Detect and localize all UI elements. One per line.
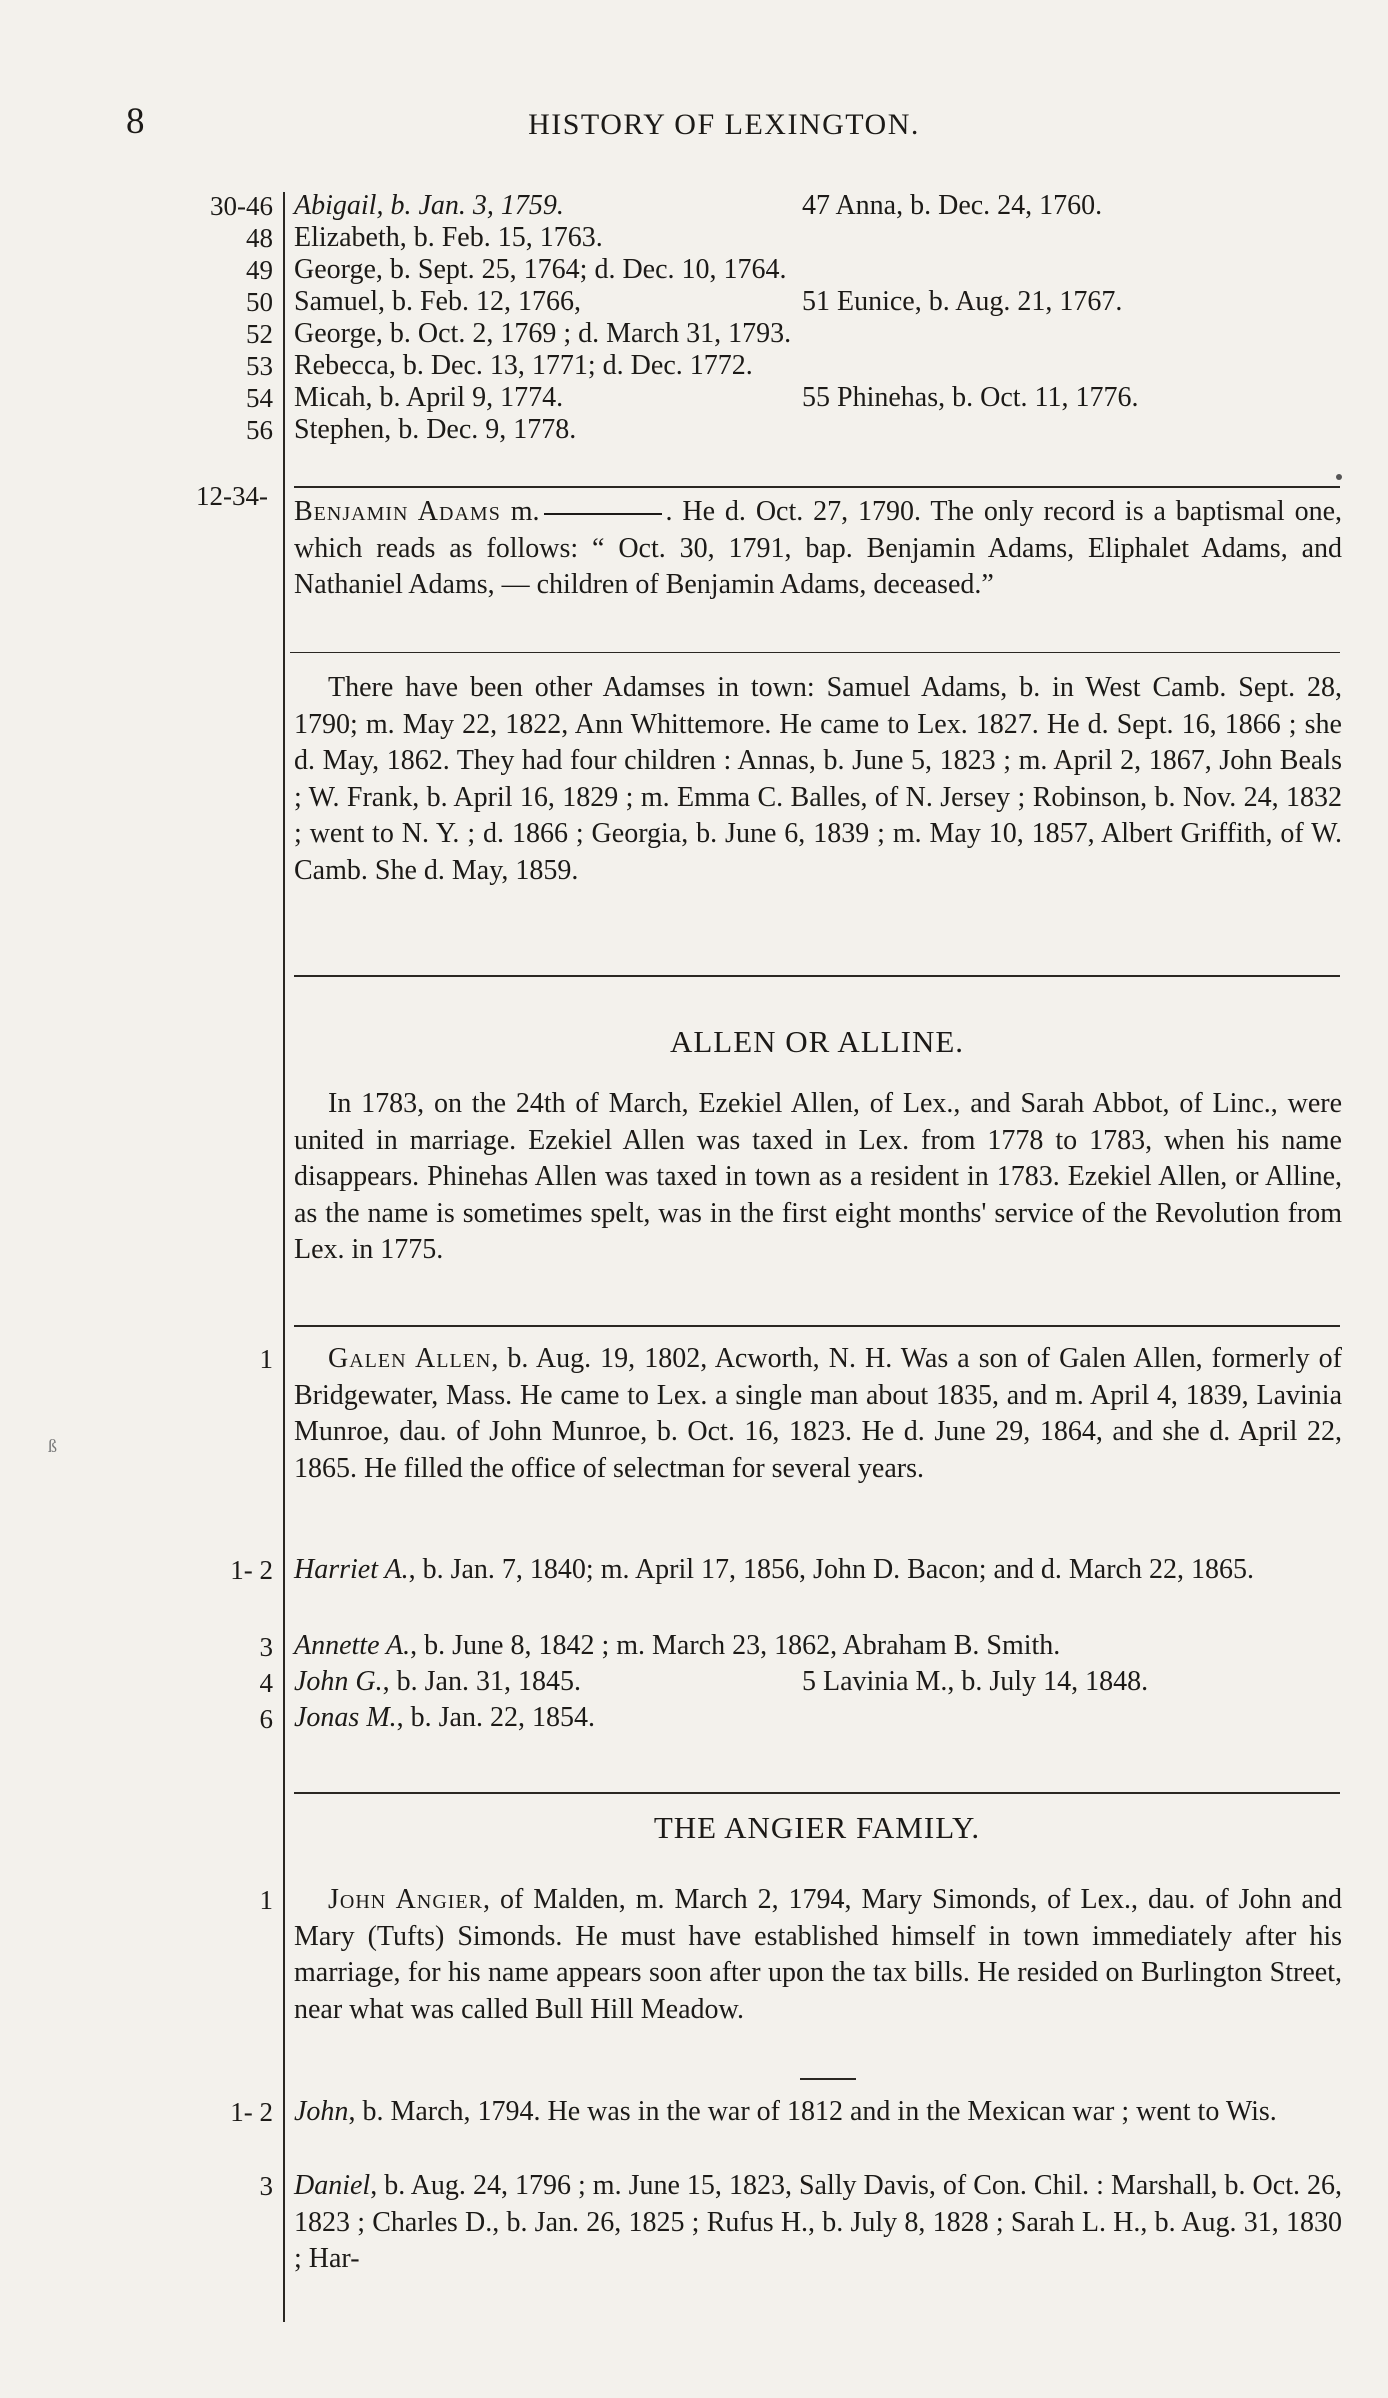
section-rule (294, 975, 1340, 977)
child-name: Harriet A. (294, 1554, 409, 1585)
other-adamses-paragraph: There have been other Adamses in town: Samuel Adams, b. in West Camb. Sept. 28, 1790; m. May 22, 1822, Ann Whittemore. He came to Lex. 1827. He d. Sept. 16, 1866 ; she d. May, 1862. They had four children : Annas, b. June 5, 1823 ; m. April 2, 1867, John Beals ; W. Frank, b. April 16, 1829 ; m. Emma C. Balles, of N. Jersey ; Robinson, b. Nov. 24, 1832 ; went to N. Y. ; d. 1866 ; Georgia, b. June 6, 1839 ; m. May 10, 1857, Albert Griffith, of W. Camb. She d. May, 1859. (294, 672, 1342, 886)
person-name: Galen Allen (328, 1343, 492, 1374)
entry-number: 48 (246, 223, 273, 253)
entry-number: 1 (259, 1885, 273, 1915)
short-rule (800, 2078, 856, 2080)
entry-number: 1- 2 (230, 2097, 273, 2127)
running-title: HISTORY OF LEXINGTON. (528, 108, 920, 141)
entry-number: 6 (259, 1704, 273, 1734)
entry-number: 50 (246, 287, 273, 317)
child-entry-text: 47 Anna, b. Dec. 24, 1760. (802, 190, 1103, 221)
john-angier-entry (294, 1882, 1342, 2028)
child-entry-second: 5 Lavinia M., b. July 14, 1848. (802, 1666, 1149, 1697)
child-name: John (294, 2096, 349, 2127)
person-name: Benjamin Adams (294, 496, 501, 527)
person-name: John Angier (328, 1884, 483, 1915)
allen-intro-paragraph: In 1783, on the 24th of March, Ezekiel Allen, of Lex., and Sarah Abbot, of Linc., were united in marriage. Ezekiel Allen was taxed in Lex. from 1778 to 1783, when his name disappears. Phinehas Allen was taxed in town as a resident in 1783. Ezekiel Allen, or Alline, as the name is sometimes spelt, was in the first eight months' service of the Revolution from Lex. in 1775. (294, 1088, 1342, 1265)
child-entry (294, 190, 564, 222)
benjamin-adams-entry (294, 494, 1342, 604)
child-name: Jonas M. (294, 1702, 397, 1733)
entry-text: m. (510, 496, 540, 527)
galen-allen-entry (294, 1341, 1342, 1487)
entry-number: 4 (259, 1668, 273, 1698)
entry-text: , b. Jan. 31, 1845. (382, 1666, 581, 1697)
blank-dash (544, 513, 662, 515)
entry-number: 54 (246, 383, 273, 413)
child-name: Daniel (294, 2170, 371, 2201)
entry-text: , b. March, 1794. He was in the war of 1812 and in the Mexican war ; went to Wis. (348, 2096, 1277, 2127)
entry-number: 12-34- (196, 481, 268, 511)
child-entry (294, 2094, 1342, 2131)
child-entry: Samuel, b. Feb. 12, 1766, (294, 286, 581, 317)
child-entry-text: Abigail, b. Jan. 3, 1759. (294, 190, 564, 221)
entry-text: , b. Jan. 7, 1840; m. April 17, 1856, John D. Bacon; and d. March 22, 1865. (408, 1554, 1254, 1585)
child-entry: Micah, b. April 9, 1774. (294, 382, 564, 413)
child-name: John G. (294, 1666, 383, 1697)
child-entry: George, b. Oct. 2, 1769 ; d. March 31, 1793. (294, 318, 792, 349)
entry-number: 3 (259, 1632, 273, 1662)
child-entry (294, 1552, 1342, 1589)
entry-text: . He d. Oct. 27, 1790. The only record is a baptismal one, which reads as follows: “ Oct. 30, 1791, bap. Benjamin Adams, Eliphalet Adams, and Nathaniel Adams, — children of Benjamin Adams, deceased.” (294, 496, 1342, 600)
child-name: Annette A. (294, 1630, 411, 1661)
ink-dot (1336, 474, 1342, 480)
margin-divider (283, 192, 285, 2322)
entry-number: 52 (246, 319, 273, 349)
child-entry (294, 1630, 1060, 1662)
child-entry-second (802, 190, 1102, 222)
entry-number: 3 (259, 2171, 273, 2201)
child-entry: Rebecca, b. Dec. 13, 1771; d. Dec. 1772. (294, 350, 753, 381)
child-entry: George, b. Sept. 25, 1764; d. Dec. 10, 1764. (294, 254, 787, 285)
entry-number: 1- 2 (230, 1555, 273, 1585)
entry-text: , b. Aug. 24, 1796 ; m. June 15, 1823, Sally Davis, of Con. Chil. : Marshall, b. Oct. 26, 1823 ; Charles D., b. Jan. 26, 1825 ; Rufus H., b. July 8, 1828 ; Sarah L. H., b. Aug. 31, 1830 ; Har- (294, 2170, 1342, 2274)
section-rule (294, 486, 1340, 488)
entry-text: , of Malden, m. March 2, 1794, Mary Simonds, of Lex., dau. of John and Mary (Tufts) Simonds. He must have established himself in town immediately after his marriage, for his name appears soon after upon the tax bills. He resided on Burlington Street, near what was called Bull Hill Meadow. (294, 1884, 1342, 2025)
section-rule (294, 1325, 1340, 1327)
entry-number: 30-46 (210, 191, 273, 221)
child-entry: Stephen, b. Dec. 9, 1778. (294, 414, 577, 445)
entry-number: 53 (246, 351, 273, 381)
entry-number: 56 (246, 415, 273, 445)
family-heading: THE ANGIER FAMILY. (653, 1810, 981, 1845)
child-entry-second: 55 Phinehas, b. Oct. 11, 1776. (802, 382, 1139, 413)
entry-text: , b. Jan. 22, 1854. (396, 1702, 595, 1733)
section-rule (294, 1792, 1340, 1794)
section-rule (290, 652, 1340, 653)
page-number: 8 (126, 101, 145, 142)
family-heading: ALLEN OR ALLINE. (669, 1024, 965, 1059)
entry-number: 49 (246, 255, 273, 285)
child-entry (294, 1666, 581, 1698)
entry-number: 1 (259, 1344, 273, 1374)
child-entry (294, 2168, 1342, 2278)
child-entry: Elizabeth, b. Feb. 15, 1763. (294, 222, 603, 253)
entry-text: , b. Aug. 19, 1802, Acworth, N. H. Was a son of Galen Allen, formerly of Bridgewater, Mass. He came to Lex. a single man about 1835, and m. April 4, 1839, Lavinia Munroe, dau. of John Munroe, b. Oct. 16, 1823. He d. June 29, 1864, and she d. April 22, 1865. He filled the office of selectman for several years. (294, 1343, 1343, 1484)
margin-mark: ß (48, 1436, 57, 1456)
child-entry-second: 51 Eunice, b. Aug. 21, 1767. (802, 286, 1123, 317)
child-entry (294, 1702, 595, 1734)
entry-text: , b. June 8, 1842 ; m. March 23, 1862, Abraham B. Smith. (410, 1630, 1061, 1661)
